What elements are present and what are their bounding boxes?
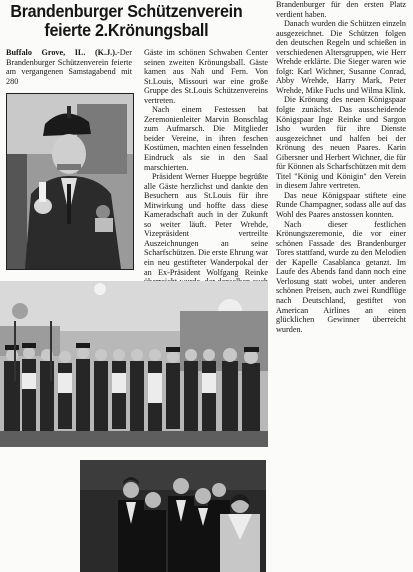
article-paragraph: Nach einem Festessen bat Zeremonienleiter Marvin Bonschlag zum Aufmarsch. Die Mitglieder beider Vereine, in ihren feschen Kostümen, machten einen fesselnden Eindruck als sie in den Saal marschierten. <box>144 105 268 172</box>
article-column-2 <box>144 48 268 277</box>
article-lead-paragraph <box>6 48 132 86</box>
article-column-3 <box>276 0 406 334</box>
photo-group-portrait <box>80 460 266 572</box>
headline-line-1: Brandenburger Schützenverein <box>10 1 243 21</box>
headline-line-2: feierte 2.Krönungsball <box>44 20 209 40</box>
lead-text: -Der Brandenburger Schützenverein feierte am vergangenen Samstagabend mit 280 <box>6 48 132 86</box>
article-paragraph: Nach dieser festlichen Krönungszeremonie, die vor einer schönen Fassade des Brandenburger Tores stattfand, wurde zu den Melodien der Kapelle Casablanca getanzt. Im Laufe des Abends fand dann noch eine Verlosung statt wobei, unter anderen schönen Preisen, auch zwei Rundflüge nach Deutschland, gestiftet von American Airlines an einen glücklichen Gewinner überreicht wurden. <box>276 219 406 334</box>
dateline: Buffalo Grove, IL. (K.J.). <box>6 48 117 57</box>
article-headline <box>4 2 249 40</box>
article-column-1 <box>6 48 132 92</box>
article-paragraph: Die Krönung des neuen Königspaar folgte zunächst. Das ausscheidende Königspaar Inge Reinke und Sargon Isho wurden für ihre Dienste ausgezeichnet und halfen bei der Krönung des neuen Paares. Karin Gibersner und Herbert Wichner, die für für Können als Scharfschützen mit dem Titel "König und Königin" den Verein in diesem Jahre vertreten. <box>276 95 406 191</box>
article-paragraph: Das neue Königspaar stiftete eine Runde Champagner, sodass alle auf das Wohl des Paares anstossen konnten. <box>276 190 406 220</box>
photo-man-in-uniform <box>6 93 134 270</box>
article-paragraph: Gäste im schönen Schwaben Center seinen zweiten Krönungsball. Gäste kamen aus Nah und Fern. Von St.Louis, Missouri war eine große Gruppe des St.Louis Schützenvereins vertreten. <box>144 48 268 105</box>
photo-group-on-stage <box>0 281 268 447</box>
article-paragraph: Danach wurden die Schützen einzeln ausgezeichnet. Die Schützen folgen den deutschen Regeln und schießen in verschiedenen Altersgruppen, wie Herr Wrehde erklärte. Die Sieger waren wie folgt: Karl Wichner, Susanne Conrad, Abby Wrehde, Harry Mark, Peter Wrehde, Mike Fuchs und Wilma Klink. <box>276 19 406 95</box>
article-paragraph: Präsident Werner Hueppe begrüßte alle Gäste herzlichst und dankte den Besuchern aus St.Louis für ihre Mitwirkung und hoffte dass diese Kameradschaft auch in der Zukunft so weiter läuft. Peter Wrehde, Vizepräsident vertreilte Auszeichnungen an seine Scharfschützen. Die erste Ehrung war ein neu gestifteter Wanderpokal der an Ex-Präsident Wolfgang Reinke <box>144 172 268 277</box>
article-paragraph: Brandenburger für den ersten Platz verdient haben. <box>276 0 406 19</box>
